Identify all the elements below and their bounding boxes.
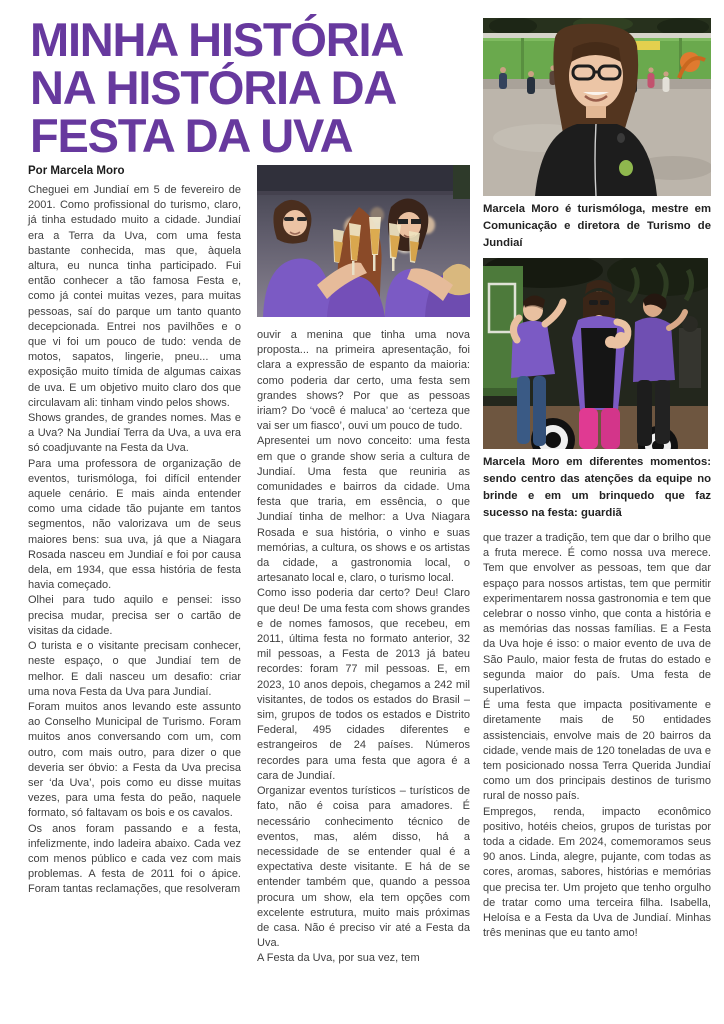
festival-photo-caption: Marcela Moro em diferentes momentos: sendo centro das atenções da equipe no brinde e em um brinquedo que faz sucesso na festa: guardiã [483,456,711,519]
column-1-text [28,183,241,898]
headline-line-3: FESTA DA UVA [30,109,353,162]
paragraph: Os anos foram passando e a festa, infelizmente, indo ladeira abaixo. Cada vez com menos público e cada vez com mais problemas. A festa de 2011 foi o ápice. Foram tantas reclamações, que resolveram [28,822,241,896]
toast-photo-illustration [257,165,470,317]
portrait-photo-caption: Marcela Moro é turismóloga, mestre em Comunicação e diretora de Turismo de Jundiaí [483,203,711,249]
paragraph: A Festa da Uva, por sua vez, tem [257,952,420,965]
paragraph: Olhei para tudo aquilo e pensei: isso precisa mudar, precisa ser o cartão de visitas da cidade. [28,594,241,637]
paragraph: É uma festa que impacta positivamente e diretamente mais de 50 entidades assistenciais, envolve mais de 20 bairros da cidade, vende mais de 120 toneladas de uva e tem posicionado nossa Terra Querida Jundiaí como um dos principais destinos de turismo rural de nosso país. [483,699,711,803]
paragraph: que trazer a tradição, tem que dar o brilho que a fruta merece. É como nossa uva merece. Tem que envolver as pessoas, tem que dar espaço para nossos artistas, tem que permitir experimentarem nossa gastronomia e tem que celebrar o nosso vinho, que conta a história e as memórias das nossas famílias. E a Festa da Uva hoje é isso: o maior evento de uva de São Paulo, maior festa de frutas do estado e segunda maior do país. Uma festa de superlativos. [483,532,711,697]
headline-line-2: NA HISTÓRIA DA [30,61,397,114]
paragraph: Foram muitos anos levando este assunto ao Conselho Municipal de Turismo. Foram muitos anos conversando com um, com outro, com mais outro, para dizer o que deveria ser óbvio: a Festa da Uva precisa ser ‘da Uva’, pois como eu disse muitas vezes, para uma festa do peão, naquele formato, só faltavam os bois e os cavalos. [28,700,241,820]
paragraph: O turista e o visitante precisam conhecer, neste espaço, o que Jundiaí tem de melhor. E dali nasceu um desafio: criar uma nova Festa da Uva para Jundiaí. [28,640,241,698]
paragraph: Apresentei um novo conceito: uma festa em que o grande show seria a cultura de Jundiaí. Uma festa que reuniria as comunidades e bairros da cidade. Uma festa que traria, em essência, o que Jundiaí tinha de melhor: a Uva Niagara Rosada e sua história, o vinho e suas memórias, a cultura, os shows e os artistas da cidade, a gastronomia local, o artesanato local e, claro, o turismo local. [257,435,470,585]
festival-night-illustration [483,258,708,449]
paragraph: Organizar eventos turísticos – turísticos de fato, não é coisa para amadores. É necessário conhecimento técnico de eventos, mas, além disso, há a necessidade de se entender qual é a expectativa deste visitante. E há de se entender também que, quando a pessoa procura um show, ela tem opções com excelente estrutura, muito mais próximas de casa. Não é preciso vir até a Festa da Uva. [257,785,470,950]
paragraph: Para uma professora de organização de eventos, turismóloga, foi difícil entender aquele cenário. E mais ainda entender como uma cidade tão pujante em tantos segmentos, não valorizava um de seus maiores bens: sua uva, já que a Niagara Rosada nasceu em Jundiaí e foi por causa dela, em 1934, que essa história de festa havia começado. [28,457,241,592]
paragraph: Empregos, renda, impacto econômico positivo, hotéis cheios, grupos de turistas por toda a cidade. Em 2024, comemoramos seus 90 anos. Linda, alegre, pujante, com todas as cores, aromas, sabores, histórias e memórias que precisa ter. Um projeto que tenho orgulho de tratar como uma terceira filha. Isabella, Heloísa e a Festa da Uva de Jundiaí. Minhas três meninas que eu tanto amo! [483,805,711,940]
article-column-3 [483,531,711,941]
byline: Por Marcela Moro [28,165,125,177]
paragraph: Shows grandes, de grandes nomes. Mas e a Uva? Na Jundiaí Terra da Uva, a uva era só coadjuvante na Festa da Uva. [28,412,241,455]
marcela-portrait-illustration [483,18,711,196]
headline-line-1: MINHA HISTÓRIA [30,13,404,66]
paragraph: Cheguei em Jundiaí em 5 de fevereiro de 2001. Como profissional do turismo, claro, já tinha estudado muito a cidade. Jundiaí era a Terra da Uva, com uma festa bastante conhecida, mas que, àquela altura, eu nunca tinha participado. Fui então conhecer a tão famosa Festa e, como já contei muitas vezes, para muitas pessoas, saí do parque um tanto quanto decepcionada. Entrei nos pavilhões e o que vi foi um pouco de tudo: venda de motos, sapatos, lingerie, pneu... uma exposição muito tímida de algumas caixas de uva. E um objetivo muito claro dos que circulavam ali: tinham vindo pelos shows. [28,184,241,409]
article-column-1 [28,164,241,898]
marcela-portrait-photo [483,18,711,196]
paragraph: ouvir a menina que tinha uma nova proposta... na primeira apresentação, foi clara a expressão de espanto da maioria: como poderia dar certo, uma festa sem grandes shows? Por que as pessoas iriam? Do ‘você é maluca’ ao ‘certeza que vai ser um fiasco’, ouvi um pouco de tudo. [257,329,470,433]
festival-night-photo [483,258,708,449]
page-title [30,13,500,162]
article-column-2 [257,328,470,967]
photo-column [483,18,711,941]
toast-photo [257,165,470,317]
paragraph: Como isso poderia dar certo? Deu! Claro que deu! De uma festa com shows grandes e de nomes famosos, que recebeu, em 2011, última festa no formato anterior, 32 mil pessoas, a Festa de 2013 já bateu recordes: foram 77 mil pessoas. E, em 2023, 10 anos depois, chegamos a 242 mil visitantes, de todos os estados do Brasil – sim, grupos de todos os estados e Distrito Federal, 495 cidades diferentes e estrangeiros de 24 países. Números recordes para uma festa que agora é a cara de Jundiaí. [257,587,470,782]
